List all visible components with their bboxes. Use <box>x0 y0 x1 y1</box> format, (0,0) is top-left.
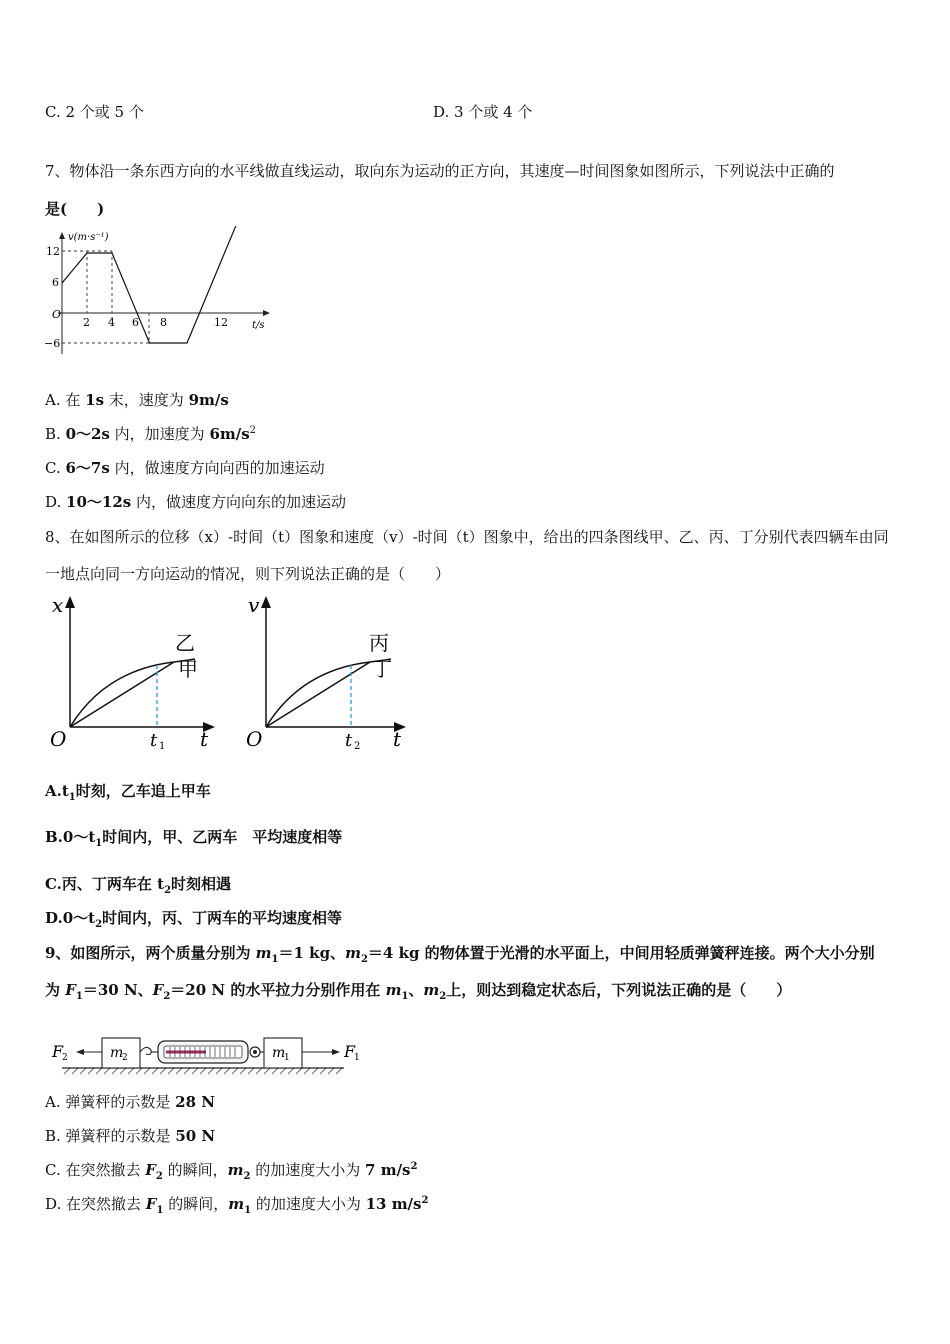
q8-vt-graph <box>246 593 406 752</box>
svg-text:m: m <box>272 1045 286 1061</box>
q7-option-d: D. 10～12s 内，做速度方向向东的加速运动 <box>45 493 347 511</box>
q8-option-a: $A.t_1$时刻，乙车追上甲车 <box>45 782 211 803</box>
q7-y-arrow <box>59 232 65 239</box>
q8-stem-line1: 8、在如图所示的位移（x）-时间（t）图象和速度（v）-时间（t）图象中，给出的四条图线甲、乙、丙、丁分别代表四辆车由同 <box>45 528 889 546</box>
q8-xt-graph <box>50 593 215 752</box>
svg-text:2: 2 <box>354 741 361 752</box>
q8-stem-line2: 一地点向同一方向运动的情况，则下列说法正确的是（ ） <box>45 565 451 583</box>
q7-stem-line2: 是( ) <box>45 200 105 218</box>
q9-option-d: D. 在突然撤去 $F_1$ 的瞬间，$m_1$ 的加速度大小为 13 $m/s^2$ <box>45 1195 429 1216</box>
q7-stem-line1: 7、物体沿一条东西方向的水平线做直线运动，取向东为运动的正方向，其速度—时间图象如图所示，下列说法中正确的 <box>45 162 835 180</box>
q7-y-label: v(m·s⁻¹) <box>68 232 109 243</box>
q8-option-d: $D.0\sim t_2$时间内，丙、丁两车的平均速度相等 <box>45 909 343 930</box>
q7-option-b: B. 0～2s 内，加速度为 $6m/s^2$ <box>45 425 257 443</box>
svg-text:O: O <box>50 727 67 751</box>
q7-x-tick-2: 2 <box>83 316 90 329</box>
q9-stem-line1: 9、如图所示，两个质量分别为 $m_1=1$ kg、$m_2=4$ kg 的物体置于光滑的水平面上，中间用轻质弹簧秤连接。两个大小分别 <box>45 944 875 965</box>
q7-y-tick-neg6: −6 <box>44 337 61 350</box>
svg-text:F: F <box>344 1042 356 1061</box>
q7-origin: O <box>52 308 62 321</box>
q7-vt-graph <box>40 226 280 356</box>
svg-text:乙: 乙 <box>175 631 195 655</box>
q7-x-tick-8: 8 <box>160 316 167 329</box>
svg-text:O: O <box>246 727 263 751</box>
q9-option-a: A. 弹簧秤的示数是 28 N <box>45 1093 215 1111</box>
q7-guide-lines <box>62 251 149 343</box>
q8-option-c: C.丙、丁两车在 $t_2$时刻相遇 <box>45 875 232 896</box>
q9-spring-figure <box>48 1032 368 1078</box>
q7-x-tick-6: 6 <box>132 316 139 329</box>
svg-text:丁: 丁 <box>372 657 392 681</box>
svg-text:t: t <box>393 727 402 751</box>
svg-text:1: 1 <box>284 1053 290 1063</box>
q7-x-label: t/s <box>252 320 265 331</box>
q7-x-arrow <box>263 310 270 316</box>
svg-text:v: v <box>248 593 260 617</box>
svg-text:x: x <box>52 593 64 617</box>
q9-ground-hatch <box>64 1068 342 1074</box>
q9-option-c: C. 在突然撤去 $F_2$ 的瞬间，$m_2$ 的加速度大小为 7 $m/s^2$ <box>45 1161 418 1182</box>
svg-text:F: F <box>52 1042 64 1061</box>
svg-text:丙: 丙 <box>369 631 389 655</box>
q7-y-tick-6: 6 <box>52 276 59 289</box>
q7-y-tick-12: 12 <box>46 245 60 258</box>
q8-option-b: $B.0\sim t_1$时间内，甲、乙两车 平均速度相等 <box>45 828 343 849</box>
svg-text:甲: 甲 <box>178 657 198 681</box>
q7-x-tick-12: 12 <box>214 316 228 329</box>
q8-graphs <box>40 592 430 758</box>
svg-text:2: 2 <box>62 1053 68 1063</box>
q6-option-d: D. 3 个或 4 个 <box>433 103 533 121</box>
svg-text:t: t <box>150 730 158 751</box>
svg-text:t: t <box>345 730 353 751</box>
q6-option-c: C. 2 个或 5 个 <box>45 103 144 121</box>
svg-text:2: 2 <box>122 1053 128 1063</box>
q9-option-b: B. 弹簧秤的示数是 50 N <box>45 1127 216 1145</box>
svg-text:1: 1 <box>354 1053 360 1063</box>
q9-stem-line2: 为 $F_1=30$ N、$F_2=20$ N 的水平拉力分别作用在 $m_1$、$m_2$上，则达到稳定状态后，下列说法正确的是（ ） <box>45 981 792 1002</box>
svg-text:1: 1 <box>159 741 166 752</box>
svg-text:m: m <box>110 1045 124 1061</box>
svg-text:t: t <box>200 727 209 751</box>
q7-option-c: C. 6～7s 内，做速度方向向西的加速运动 <box>45 459 325 477</box>
q7-x-tick-4: 4 <box>108 316 115 329</box>
q7-option-a: A. 在 1s 末，速度为 9m/s <box>45 391 229 409</box>
